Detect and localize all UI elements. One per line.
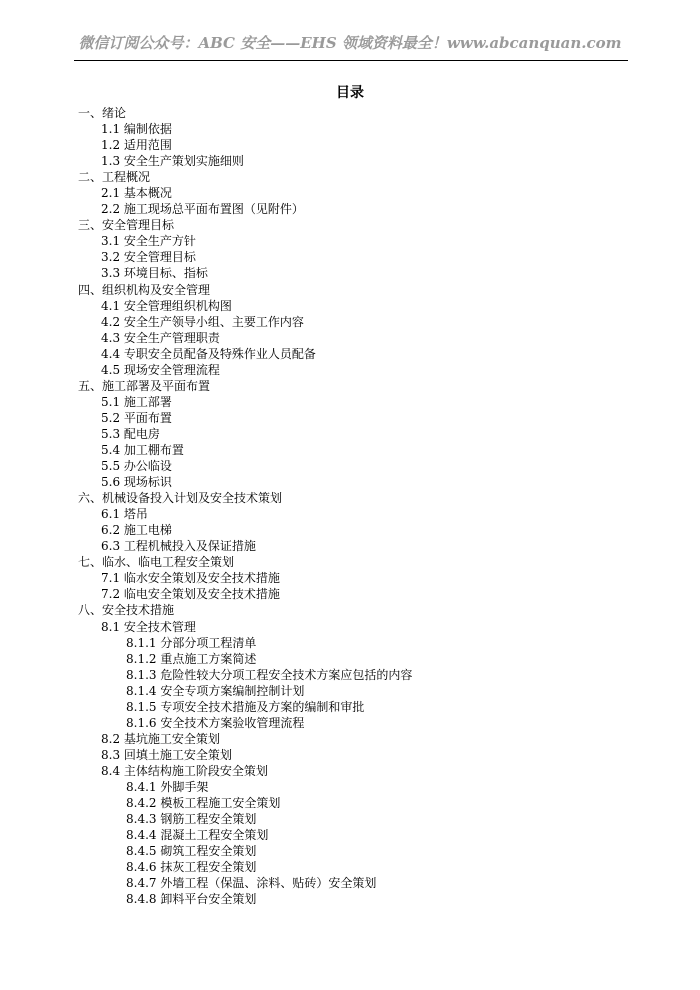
toc-entry: 1.1 编制依据	[101, 122, 172, 137]
toc-entry: 8.4.4 混凝土工程安全策划	[126, 828, 269, 843]
toc-entry: 1.3 安全生产策划实施细则	[101, 154, 244, 169]
toc-entry: 8.4.1 外脚手架	[126, 779, 209, 794]
toc-entry: 5.3 配电房	[101, 426, 160, 441]
toc-entry: 2.1 基本概况	[101, 186, 172, 201]
toc-entry: 4.3 安全生产管理职责	[101, 330, 220, 345]
toc-entry: 4.5 现场安全管理流程	[101, 362, 220, 377]
toc-entry: 8.4 主体结构施工阶段安全策划	[101, 763, 268, 778]
toc-entry: 7.2 临电安全策划及安全技术措施	[101, 587, 280, 602]
toc-entry: 8.1.1 分部分项工程清单	[126, 635, 257, 650]
toc-entry: 5.6 现场标识	[101, 475, 172, 490]
toc-entry: 七、临水、临电工程安全策划	[78, 555, 235, 570]
toc-entry: 8.1.2 重点施工方案简述	[126, 651, 257, 666]
toc-entry: 六、机械设备投入计划及安全技术策划	[78, 491, 283, 506]
toc-entry: 6.3 工程机械投入及保证措施	[101, 539, 256, 554]
toc-entry: 8.1.3 危险性较大分项工程安全技术方案应包括的内容	[126, 667, 413, 682]
toc-entry: 5.1 施工部署	[101, 394, 172, 409]
toc-entry: 8.4.7 外墙工程（保温、涂料、贴砖）安全策划	[126, 876, 377, 891]
toc-entry: 8.4.6 抹灰工程安全策划	[126, 860, 257, 875]
toc-entry: 二、工程概况	[78, 170, 151, 185]
toc-entry: 5.2 平面布置	[101, 410, 172, 425]
toc-entry: 8.3 回填土施工安全策划	[101, 747, 232, 762]
toc-entry: 1.2 适用范围	[101, 138, 172, 153]
toc-entry: 4.1 安全管理组织机构图	[101, 298, 232, 313]
toc-entry: 8.1 安全技术管理	[101, 619, 196, 634]
toc-entry: 6.2 施工电梯	[101, 523, 172, 538]
toc-entry: 8.1.5 专项安全技术措施及方案的编制和审批	[126, 699, 365, 714]
toc-entry: 8.4.2 模板工程施工安全策划	[126, 796, 281, 811]
toc-entry: 8.1.4 安全专项方案编制控制计划	[126, 683, 305, 698]
toc-entry: 6.1 塔吊	[101, 507, 148, 522]
toc-entry: 四、组织机构及安全管理	[78, 282, 211, 297]
toc-list	[0, 105, 700, 907]
toc-entry: 8.1.6 安全技术方案验收管理流程	[126, 715, 305, 730]
header-divider	[74, 60, 628, 61]
toc-entry: 五、施工部署及平面布置	[78, 378, 211, 393]
toc-entry: 7.1 临水安全策划及安全技术措施	[101, 571, 280, 586]
toc-entry: 三、安全管理目标	[78, 218, 175, 233]
toc-entry: 4.2 安全生产领导小组、主要工作内容	[101, 314, 304, 329]
toc-entry: 5.5 办公临设	[101, 459, 172, 474]
toc-entry: 3.3 环境目标、指标	[101, 266, 208, 281]
toc-title: 目录	[336, 85, 364, 101]
toc-entry: 3.2 安全管理目标	[101, 250, 196, 265]
toc-entry: 2.2 施工现场总平面布置图（见附件）	[101, 202, 304, 217]
toc-entry: 8.4.8 卸料平台安全策划	[126, 892, 257, 907]
toc-entry: 八、安全技术措施	[78, 603, 175, 618]
toc-entry: 8.4.5 砌筑工程安全策划	[126, 844, 257, 859]
header-banner: 微信订阅公众号：ABC 安全——EHS 领域资料最全！www.abcanquan.com	[78, 34, 622, 52]
toc-entry: 8.2 基坑施工安全策划	[101, 731, 220, 746]
toc-entry: 5.4 加工棚布置	[101, 442, 184, 457]
toc-entry: 4.4 专职安全员配备及特殊作业人员配备	[101, 346, 316, 361]
toc-entry: 3.1 安全生产方针	[101, 234, 196, 249]
toc-entry: 一、绪论	[78, 106, 127, 120]
toc-entry: 8.4.3 钢筋工程安全策划	[126, 812, 257, 827]
